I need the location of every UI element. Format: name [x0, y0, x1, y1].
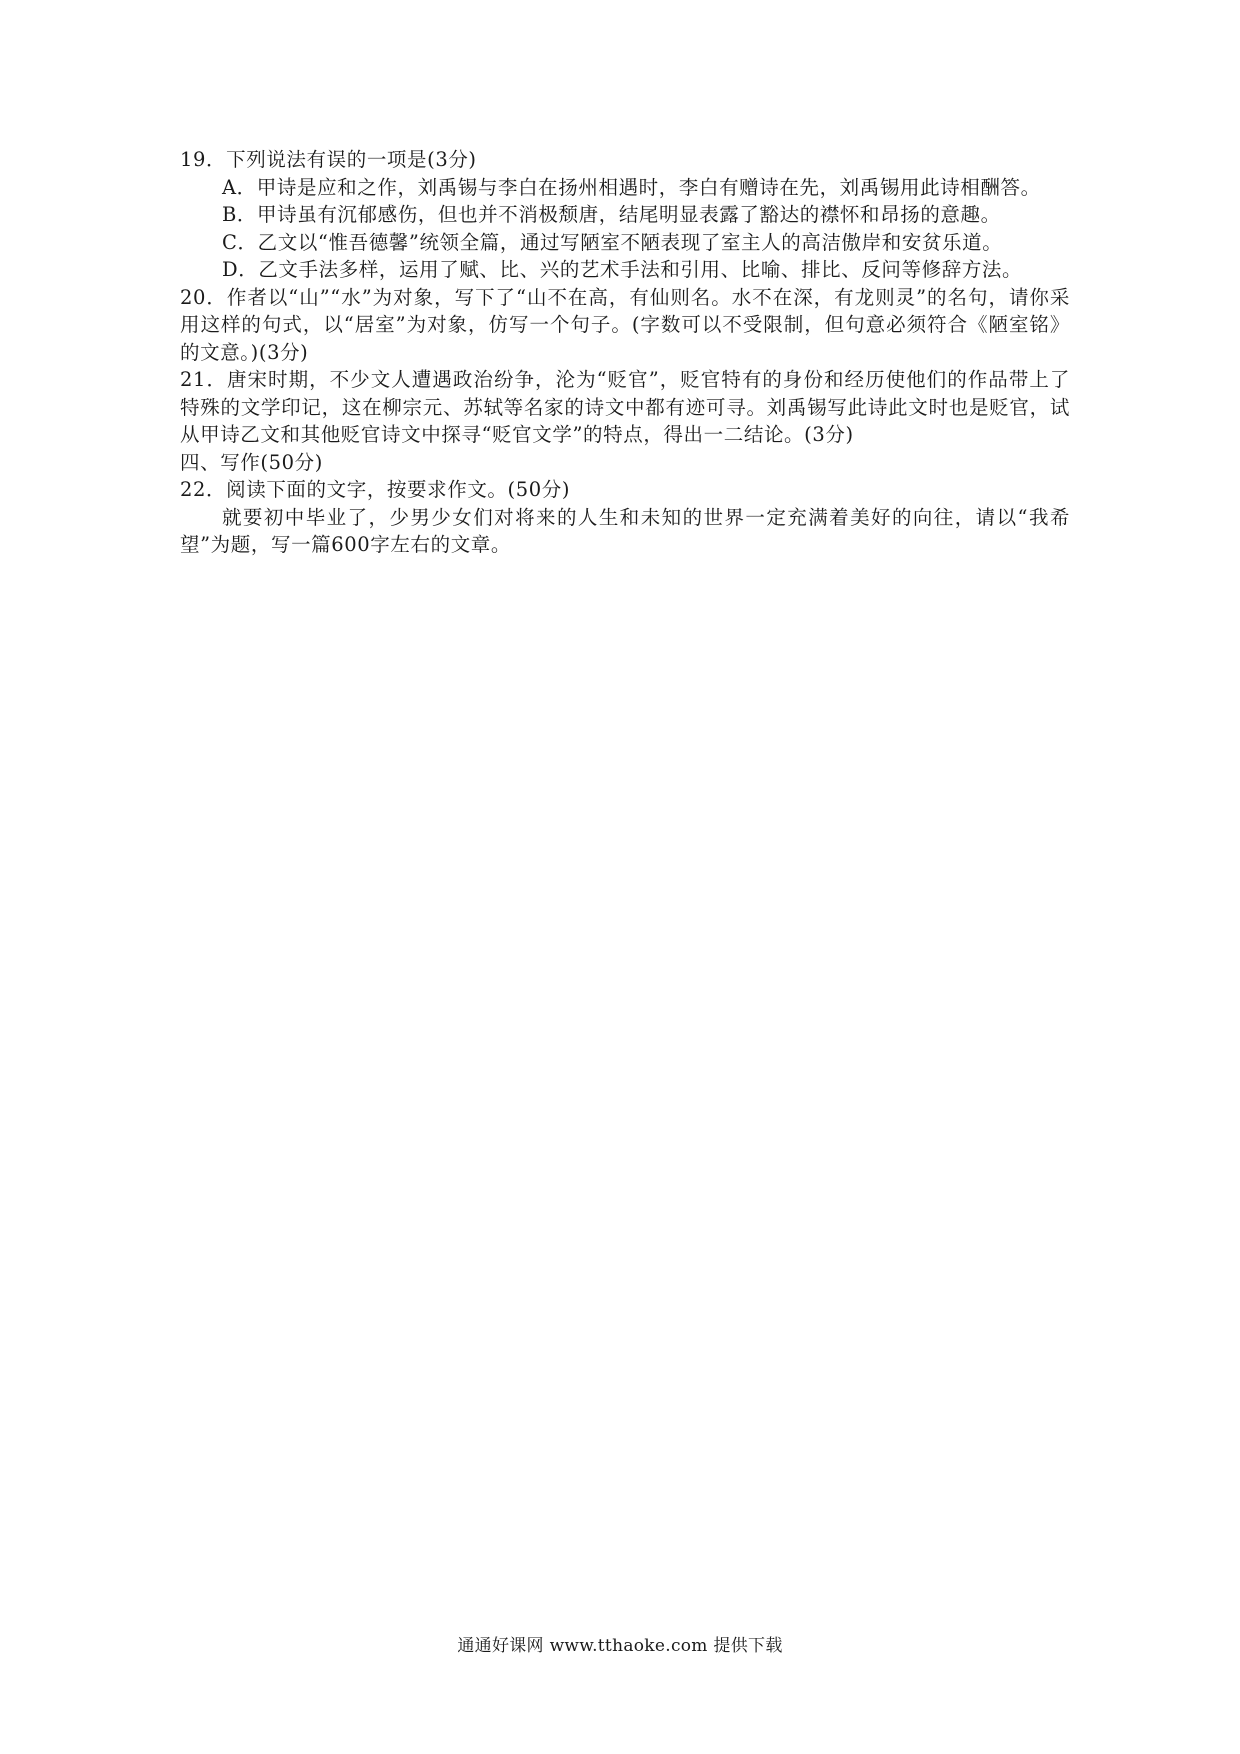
page-footer: 通通好课网 www.tthaoke.com 提供下载: [457, 1636, 783, 1656]
question-21: 21．唐宋时期，不少文人遭遇政治纷争，沦为“贬官”，贬官特有的身份和经历使他们的作品带上了特殊的文学印记，这在柳宗元、苏轼等名家的诗文中都有迹可寻。刘禹锡写此诗此文时也是贬官，试从甲诗乙文和其他贬官诗文中探寻“贬官文学”的特点，得出一二结论。(3分): [180, 368, 1070, 446]
question-22-prompt: 就要初中毕业了，少男少女们对将来的人生和未知的世界一定充满着美好的向往，请以“我希望”为题，写一篇600字左右的文章。: [180, 505, 1070, 556]
exam-content: [180, 146, 1070, 559]
question-19-option-a: A．甲诗是应和之作，刘禹锡与李白在扬州相遇时，李白有赠诗在先，刘禹锡用此诗相酬答。: [222, 175, 1041, 199]
question-20: 20．作者以“山”“水”为对象，写下了“山不在高，有仙则名。水不在深，有龙则灵”的名句，请你采用这样的句式，以“居室”为对象，仿写一个句子。(字数可以不受限制，但句意必须符合《陋室铭》的文意。)(3分): [180, 285, 1070, 364]
question-19-stem: 19．下列说法有误的一项是(3分): [180, 148, 477, 171]
section-4-heading: 四、写作(50分): [180, 450, 323, 474]
question-19-option-c: C．乙文以“惟吾德馨”统领全篇，通过写陋室不陋表现了室主人的高洁傲岸和安贫乐道。: [222, 230, 1003, 254]
question-22-stem: 22．阅读下面的文字，按要求作文。(50分): [180, 478, 571, 501]
question-19-option-b: B．甲诗虽有沉郁感伤，但也并不消极颓唐，结尾明显表露了豁达的襟怀和昂扬的意趣。: [222, 203, 1001, 226]
question-19-option-d: D．乙文手法多样，运用了赋、比、兴的艺术手法和引用、比喻、排比、反问等修辞方法。: [222, 258, 1023, 281]
